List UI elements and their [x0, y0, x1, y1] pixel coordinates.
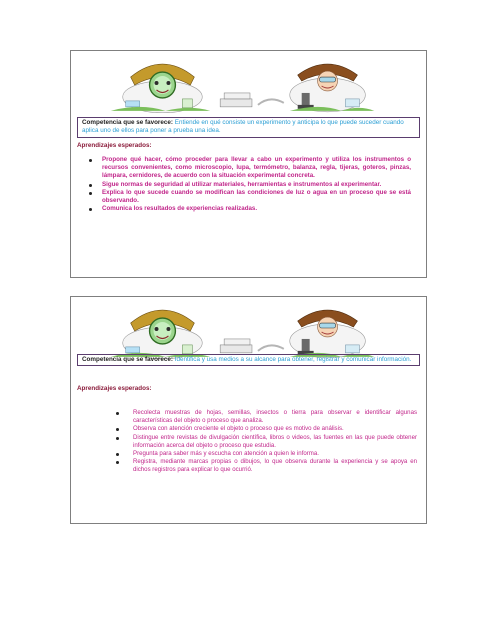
list-item: Propone qué hacer, cómo proceder para llevar a cabo un experimento y utiliza los instrumentos o recursos convenientes, como microscopio, lupa, termómetro, balanza, regla, tijeras, goteros, pinzas, lámpara, cernidores, de acuerdo con la situación experimental concreta.: [93, 156, 411, 181]
scientists-illustration: [71, 301, 426, 359]
aprendizajes-list: [93, 156, 411, 213]
competencia-label: Competencia que se favorece:: [82, 119, 173, 126]
books-icon: [220, 339, 284, 353]
list-item: Pregunta para saber más y escucha con atención a quien le informa.: [121, 450, 417, 458]
list-item: Observa con atención creciente el objeto o proceso que es motivo de análisis.: [121, 425, 417, 433]
scientist-girl-microscope-icon: [290, 310, 375, 358]
scientists-illustration: [71, 55, 426, 113]
list-item: Registra, mediante marcas propias o dibujos, lo que observa durante la experiencia y se apoya en dichos registros para explicar lo que ocurrió.: [121, 458, 417, 474]
competencia-box: [77, 117, 420, 138]
competencia-text: Entiende en qué consiste un experimento y anticipa lo que puede suceder cuando aplica uno de ellos para poner a prueba una idea.: [82, 119, 404, 135]
activity-card-1: [70, 50, 427, 278]
list-item: Explica lo que sucede cuando se modifican las condiciones de luz o agua en un proceso que se está observando.: [93, 189, 411, 205]
list-item: Sigue normas de seguridad al utilizar materiales, herramientas e instrumentos al experimentar.: [93, 181, 411, 189]
competencia-box: [77, 354, 420, 366]
aprendizajes-title: Aprendizajes esperados:: [77, 385, 152, 392]
aprendizajes-list: [121, 409, 417, 475]
list-item: Recolecta muestras de hojas, semillas, insectos o tierra para observar e identificar algunas características del objeto o proceso que analiza.: [121, 409, 417, 425]
scientist-girl-microscope-icon: [290, 64, 375, 112]
list-item: Distingue entre revistas de divulgación científica, libros o videos, las fuentes en las que puede obtener información acerca del objeto o proceso que estudia.: [121, 434, 417, 450]
scientist-boy-magnifier-icon: [111, 310, 210, 359]
competencia-label: Competencia que se favorece:: [82, 356, 173, 363]
aprendizajes-title: Aprendizajes esperados:: [77, 142, 152, 149]
scientist-boy-magnifier-icon: [111, 64, 210, 113]
books-icon: [220, 93, 284, 107]
competencia-text: Identifica y usa medios a su alcance para obtener, registrar y comunicar información.: [174, 356, 412, 363]
list-item: Comunica los resultados de experiencias realizadas.: [93, 205, 411, 213]
activity-card-2: [70, 296, 427, 524]
